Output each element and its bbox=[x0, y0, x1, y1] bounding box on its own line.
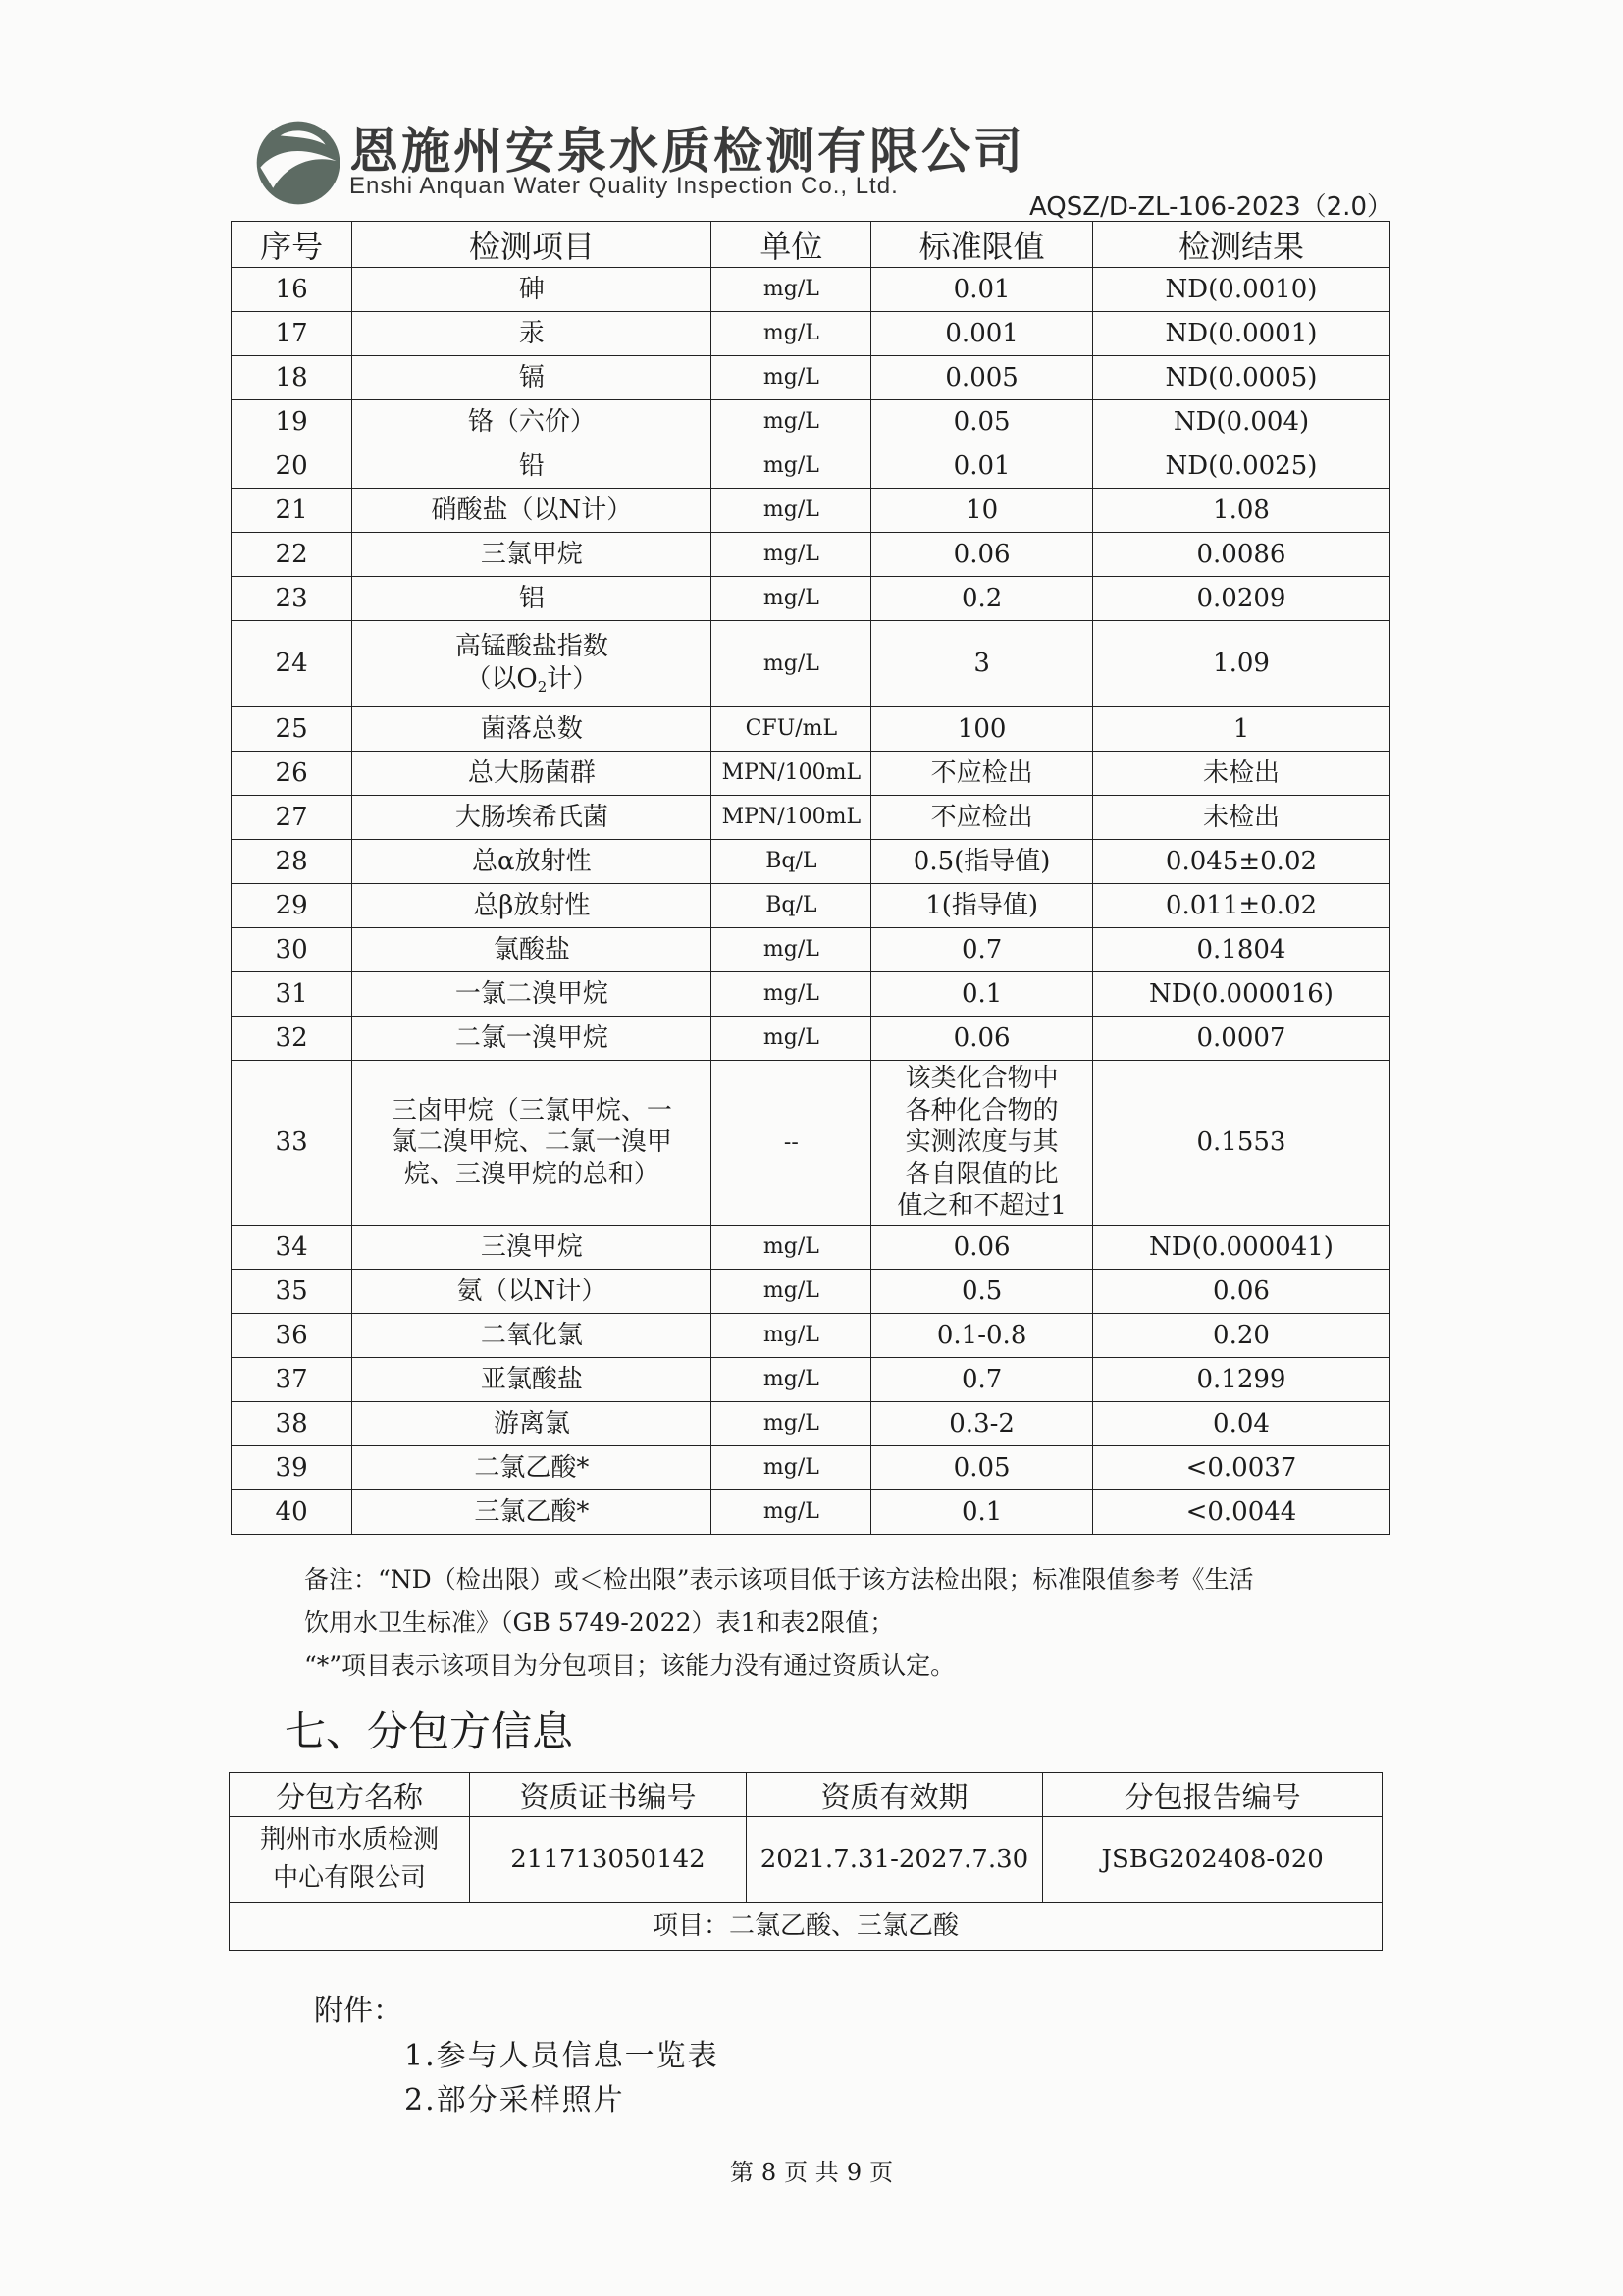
header-sub-name: 分包方名称 bbox=[230, 1773, 470, 1817]
company-name-en: Enshi Anquan Water Quality Inspection Co., Ltd. bbox=[349, 173, 899, 199]
row-result: 0.04 bbox=[1092, 1402, 1389, 1446]
row-result: 0.011±0.02 bbox=[1092, 884, 1389, 928]
row-no: 36 bbox=[232, 1314, 352, 1358]
row-item: 二氧化氯 bbox=[352, 1314, 711, 1358]
row-unit: mg/L bbox=[711, 972, 871, 1017]
row-unit: mg/L bbox=[711, 577, 871, 621]
footer-prefix: 第 bbox=[729, 2159, 754, 2186]
note-line-1: 备注：“ND（检出限）或＜检出限”表示该项目低于该方法检出限；标准限值参考《生活 bbox=[304, 1565, 1254, 1593]
row-no: 22 bbox=[232, 533, 352, 577]
row-item: 大肠埃希氏菌 bbox=[352, 796, 711, 840]
row-unit: MPN/100mL bbox=[711, 796, 871, 840]
table-row bbox=[232, 356, 1390, 400]
row-limit: 0.001 bbox=[871, 312, 1093, 356]
header-validity: 资质有效期 bbox=[746, 1773, 1043, 1817]
row-item: 铬（六价） bbox=[352, 400, 711, 444]
row-result: 1.08 bbox=[1092, 489, 1389, 533]
row-item: 汞 bbox=[352, 312, 711, 356]
row-no: 38 bbox=[232, 1402, 352, 1446]
row-result: 未检出 bbox=[1092, 796, 1389, 840]
row-result: <0.0037 bbox=[1092, 1446, 1389, 1490]
row-item: 三氯乙酸* bbox=[352, 1490, 711, 1535]
sub-report-number: JSBG202408-020 bbox=[1043, 1817, 1383, 1903]
row-no: 39 bbox=[232, 1446, 352, 1490]
row-limit: 1(指导值) bbox=[871, 884, 1093, 928]
row-unit: mg/L bbox=[711, 1226, 871, 1270]
row-limit: 0.1 bbox=[871, 972, 1093, 1017]
row-result: 1.09 bbox=[1092, 621, 1389, 707]
section-title-subcontractor: 七、分包方信息 bbox=[285, 1707, 574, 1755]
row-result: 0.1299 bbox=[1092, 1358, 1389, 1402]
item-line2-post: 计） bbox=[547, 663, 599, 694]
table-row bbox=[230, 1903, 1383, 1951]
note-line-2: 饮用水卫生标准》（GB 5749-2022）表1和表2限值； bbox=[304, 1608, 895, 1637]
row-limit: 0.5 bbox=[871, 1270, 1093, 1314]
page-number: 8 bbox=[760, 2159, 777, 2186]
row-result: 0.20 bbox=[1092, 1314, 1389, 1358]
table-row bbox=[232, 707, 1390, 752]
row-no: 16 bbox=[232, 268, 352, 312]
row-limit: 0.5(指导值) bbox=[871, 840, 1093, 884]
row-no: 25 bbox=[232, 707, 352, 752]
row-result: 0.1553 bbox=[1092, 1061, 1389, 1226]
row-no: 20 bbox=[232, 444, 352, 489]
table-row bbox=[232, 752, 1390, 796]
row-unit: -- bbox=[711, 1061, 871, 1226]
item-line1: 高锰酸盐指数 bbox=[454, 632, 608, 662]
row-result: ND(0.000041) bbox=[1092, 1226, 1389, 1270]
row-limit: 不应检出 bbox=[871, 752, 1093, 796]
table-row bbox=[232, 444, 1390, 489]
row-result: 0.0086 bbox=[1092, 533, 1389, 577]
row-result: 1 bbox=[1092, 707, 1389, 752]
row-limit: 0.1-0.8 bbox=[871, 1314, 1093, 1358]
company-logo-icon bbox=[253, 118, 343, 208]
row-result: 0.045±0.02 bbox=[1092, 840, 1389, 884]
row-unit: mg/L bbox=[711, 1270, 871, 1314]
item-line2-pre: （以O bbox=[465, 663, 538, 694]
row-limit: 0.05 bbox=[871, 400, 1093, 444]
row-no: 17 bbox=[232, 312, 352, 356]
row-unit: MPN/100mL bbox=[711, 752, 871, 796]
header-item: 检测项目 bbox=[352, 222, 711, 268]
row-no: 18 bbox=[232, 356, 352, 400]
row-item: 总大肠菌群 bbox=[352, 752, 711, 796]
cert-number: 211713050142 bbox=[470, 1817, 746, 1903]
row-no: 29 bbox=[232, 884, 352, 928]
row-unit: mg/L bbox=[711, 489, 871, 533]
document-code: AQSZ/D-ZL-106-2023（2.0） bbox=[1028, 192, 1392, 222]
attachment-item-2: 2.部分采样照片 bbox=[404, 2083, 625, 2117]
row-unit: mg/L bbox=[711, 1358, 871, 1402]
row-item: 一氯二溴甲烷 bbox=[352, 972, 711, 1017]
row-item: 总β放射性 bbox=[352, 884, 711, 928]
table-row bbox=[232, 621, 1390, 707]
header-limit: 标准限值 bbox=[871, 222, 1093, 268]
row-no: 19 bbox=[232, 400, 352, 444]
row-no: 30 bbox=[232, 928, 352, 972]
row-unit: mg/L bbox=[711, 1490, 871, 1535]
row-unit: mg/L bbox=[711, 1446, 871, 1490]
row-item: 铝 bbox=[352, 577, 711, 621]
row-limit: 0.2 bbox=[871, 577, 1093, 621]
row-result: 0.1804 bbox=[1092, 928, 1389, 972]
table-row bbox=[232, 796, 1390, 840]
row-item: 砷 bbox=[352, 268, 711, 312]
row-item: 氨（以N计） bbox=[352, 1270, 711, 1314]
row-no: 24 bbox=[232, 621, 352, 707]
row-unit: Bq/L bbox=[711, 840, 871, 884]
subcontractor-table bbox=[229, 1772, 1383, 1951]
header-no: 序号 bbox=[232, 222, 352, 268]
row-no: 27 bbox=[232, 796, 352, 840]
table-row bbox=[232, 928, 1390, 972]
row-result: ND(0.000016) bbox=[1092, 972, 1389, 1017]
row-limit: 0.05 bbox=[871, 1446, 1093, 1490]
row-limit: 3 bbox=[871, 621, 1093, 707]
row-no: 21 bbox=[232, 489, 352, 533]
subcontractor-name: 荆州市水质检测 中心有限公司 bbox=[230, 1817, 470, 1903]
row-no: 37 bbox=[232, 1358, 352, 1402]
table-row bbox=[232, 577, 1390, 621]
row-limit: 0.06 bbox=[871, 533, 1093, 577]
row-result: ND(0.004) bbox=[1092, 400, 1389, 444]
footer-suffix: 页 bbox=[869, 2159, 894, 2186]
row-result: 0.06 bbox=[1092, 1270, 1389, 1314]
table-row bbox=[232, 1358, 1390, 1402]
row-limit: 0.06 bbox=[871, 1226, 1093, 1270]
table-row bbox=[232, 1314, 1390, 1358]
row-unit: mg/L bbox=[711, 621, 871, 707]
row-no: 23 bbox=[232, 577, 352, 621]
company-name-cn: 恩施州安泉水质检测有限公司 bbox=[349, 123, 1025, 180]
row-no: 28 bbox=[232, 840, 352, 884]
row-item: 氯酸盐 bbox=[352, 928, 711, 972]
row-unit: mg/L bbox=[711, 1314, 871, 1358]
table-row bbox=[230, 1817, 1383, 1903]
row-limit: 0.7 bbox=[871, 1358, 1093, 1402]
row-unit: mg/L bbox=[711, 400, 871, 444]
row-limit: 10 bbox=[871, 489, 1093, 533]
row-result: <0.0044 bbox=[1092, 1490, 1389, 1535]
header-report-no: 分包报告编号 bbox=[1043, 1773, 1383, 1817]
row-unit: mg/L bbox=[711, 928, 871, 972]
row-item: 铅 bbox=[352, 444, 711, 489]
row-item: 亚氯酸盐 bbox=[352, 1358, 711, 1402]
row-limit: 该类化合物中 各种化合物的 实测浓度与其 各自限值的比 值之和不超过1 bbox=[871, 1061, 1093, 1226]
subscript-two: 2 bbox=[537, 677, 548, 696]
row-limit: 0.01 bbox=[871, 444, 1093, 489]
row-no: 32 bbox=[232, 1017, 352, 1061]
table-header-row bbox=[232, 222, 1390, 268]
row-no: 34 bbox=[232, 1226, 352, 1270]
row-result: 0.0007 bbox=[1092, 1017, 1389, 1061]
row-item: 三溴甲烷 bbox=[352, 1226, 711, 1270]
row-item: 菌落总数 bbox=[352, 707, 711, 752]
row-item: 硝酸盐（以N计） bbox=[352, 489, 711, 533]
table-row bbox=[232, 312, 1390, 356]
table-row bbox=[232, 972, 1390, 1017]
row-result: ND(0.0010) bbox=[1092, 268, 1389, 312]
row-item: 三卤甲烷（三氯甲烷、一 氯二溴甲烷、二氯一溴甲 烷、三溴甲烷的总和） bbox=[352, 1061, 711, 1226]
row-limit: 不应检出 bbox=[871, 796, 1093, 840]
row-unit: mg/L bbox=[711, 268, 871, 312]
row-unit: Bq/L bbox=[711, 884, 871, 928]
row-unit: mg/L bbox=[711, 1017, 871, 1061]
table-row bbox=[232, 489, 1390, 533]
row-limit: 0.01 bbox=[871, 268, 1093, 312]
table-row bbox=[232, 533, 1390, 577]
table-row bbox=[232, 1061, 1390, 1226]
table-header-row bbox=[230, 1773, 1383, 1817]
row-no: 33 bbox=[232, 1061, 352, 1226]
row-result: 未检出 bbox=[1092, 752, 1389, 796]
row-result: ND(0.0025) bbox=[1092, 444, 1389, 489]
row-unit: CFU/mL bbox=[711, 707, 871, 752]
row-item: 镉 bbox=[352, 356, 711, 400]
total-pages: 9 bbox=[846, 2159, 863, 2186]
table-row bbox=[232, 1226, 1390, 1270]
table-row bbox=[232, 1446, 1390, 1490]
results-table bbox=[231, 221, 1390, 1535]
row-limit: 0.06 bbox=[871, 1017, 1093, 1061]
note-line-3: “*”项目表示该项目为分包项目；该能力没有通过资质认定。 bbox=[304, 1651, 956, 1680]
row-item bbox=[352, 621, 711, 707]
row-unit: mg/L bbox=[711, 533, 871, 577]
row-limit: 0.3-2 bbox=[871, 1402, 1093, 1446]
table-row bbox=[232, 1017, 1390, 1061]
header-unit: 单位 bbox=[711, 222, 871, 268]
row-unit: mg/L bbox=[711, 1402, 871, 1446]
attachment-item-1: 1.参与人员信息一览表 bbox=[404, 2039, 719, 2073]
header-cert-no: 资质证书编号 bbox=[470, 1773, 746, 1817]
table-row bbox=[232, 268, 1390, 312]
table-row bbox=[232, 1270, 1390, 1314]
row-unit: mg/L bbox=[711, 312, 871, 356]
row-no: 35 bbox=[232, 1270, 352, 1314]
row-no: 26 bbox=[232, 752, 352, 796]
row-item: 二氯一溴甲烷 bbox=[352, 1017, 711, 1061]
row-no: 31 bbox=[232, 972, 352, 1017]
row-unit: mg/L bbox=[711, 444, 871, 489]
footer-middle: 页 共 bbox=[784, 2159, 839, 2186]
row-result: 0.0209 bbox=[1092, 577, 1389, 621]
row-item: 游离氯 bbox=[352, 1402, 711, 1446]
row-limit: 0.1 bbox=[871, 1490, 1093, 1535]
table-row bbox=[232, 1402, 1390, 1446]
row-limit: 0.005 bbox=[871, 356, 1093, 400]
row-result: ND(0.0001) bbox=[1092, 312, 1389, 356]
attachments-label: 附件： bbox=[314, 1994, 402, 2028]
row-item: 总α放射性 bbox=[352, 840, 711, 884]
validity-period: 2021.7.31-2027.7.30 bbox=[746, 1817, 1043, 1903]
table-row bbox=[232, 400, 1390, 444]
page-footer bbox=[0, 2153, 1623, 2187]
row-item: 三氯甲烷 bbox=[352, 533, 711, 577]
table-row bbox=[232, 1490, 1390, 1535]
table-row bbox=[232, 884, 1390, 928]
table-row bbox=[232, 840, 1390, 884]
row-result: ND(0.0005) bbox=[1092, 356, 1389, 400]
row-limit: 0.7 bbox=[871, 928, 1093, 972]
row-no: 40 bbox=[232, 1490, 352, 1535]
row-item: 二氯乙酸* bbox=[352, 1446, 711, 1490]
row-unit: mg/L bbox=[711, 356, 871, 400]
header-result: 检测结果 bbox=[1092, 222, 1389, 268]
row-limit: 100 bbox=[871, 707, 1093, 752]
subcontract-projects: 项目：二氯乙酸、三氯乙酸 bbox=[230, 1903, 1383, 1951]
